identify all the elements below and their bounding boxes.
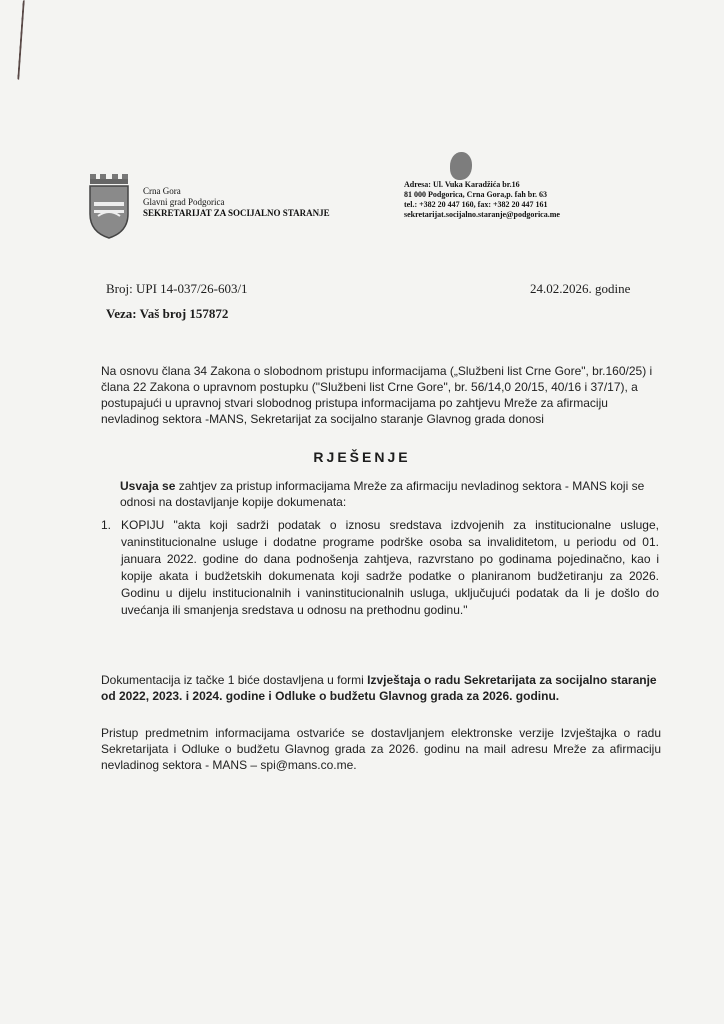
email-line: sekretarijat.socijalno.staranje@podgorica.me [404, 210, 560, 219]
decision-paragraph [120, 478, 656, 510]
ink-blot [450, 152, 472, 180]
access-paragraph: Pristup predmetnim informacijama ostvariće se dostavljanjem elektronske verzije Izvještajka o radu Sekretarijata i Odluke o budžetu Glavnog grada za 2026. godinu na mail adresu Mreže za afirmaciju nevladinog sektora - MANS – spi@mans.co.me. [101, 726, 661, 772]
coat-of-arms-icon [86, 172, 132, 240]
pen-mark [17, 0, 27, 80]
decision-lead: Usvaja se [120, 479, 176, 493]
contact-block [404, 180, 560, 220]
city-name: Glavni grad Podgorica [143, 197, 225, 207]
reference-link: Veza: Vaš broj 157872 [106, 306, 229, 321]
reference-number: Broj: UPI 14-037/26-603/1 [106, 281, 248, 296]
intro-paragraph: Na osnovu člana 34 Zakona o slobodnom pristupu informacijama („Službeni list Crne Gore", br.160/25) i člana 22 Zakona o upravnom postupku ("Službeni list Crne Gore", br. 56/14,0 20/15, 40/16 i 37/17), a postupajući u upravnoj stvari slobodnog pristupa informacijama po zahtjevu Mreže za afirmaciju nevladinog sektora -MANS, Sekretarijat za socijalno staranje Glavnog grada donosi [101, 364, 653, 426]
document-date: 24.02.2026. godine [530, 281, 631, 296]
decision-text: zahtjev za pristup informacijama Mreže za afirmaciju nevladinog sektora - MANS koji se odnosi na dostavljanje kopije dokumenata: [120, 479, 645, 509]
document-title: RJEŠENJE [313, 449, 411, 465]
documentation-prefix: Dokumentacija iz tačke 1 biće dostavljena u formi [101, 673, 364, 687]
item-number: 1. [101, 518, 112, 532]
address-line: Adresa: Ul. Vuka Karadžića br.16 [404, 180, 520, 189]
country-name: Crna Gora [143, 186, 181, 196]
documentation-bold: Izvještaja o radu Sekretarijata za socijalno staranje od 2022, 2023. i 2024. godine i Odluke o budžetu Glavnog grada za 2026. godinu. [101, 673, 657, 703]
item-text: KOPIJU "akta koji sadrži podatak o iznosu sredstava izdvojenih za institucionalne usluge, vaninstitucionalne usluge i dodatne programe podrške osoba sa invaliditetom, u periodu od 01. januara 2022. godine do dana podnošenja zahtjeva, razvrstano po godinama pojedinačno, kao i kopije akata i budžetskih dokumenata koji sadrže podatke o planiranom budžetiranju za 2026. Godinu u dijelu institucionalnih i vaninstitucionalnih usluga, uključujući podatak da li je došlo do uvećanja ili smanjenja sredstava u odnosu na prethodnu godinu." [121, 518, 659, 617]
postal-line: 81 000 Podgorica, Crna Gora,p. fah br. 63 [404, 190, 548, 199]
department-name: SEKRETARIJAT ZA SOCIJALNO STARANJE [143, 208, 330, 218]
list-item [101, 517, 659, 619]
phone-line: tel.: +382 20 447 160, fax: +382 20 447 161 [404, 200, 548, 209]
institution-header [143, 186, 330, 219]
documentation-paragraph [101, 672, 661, 704]
